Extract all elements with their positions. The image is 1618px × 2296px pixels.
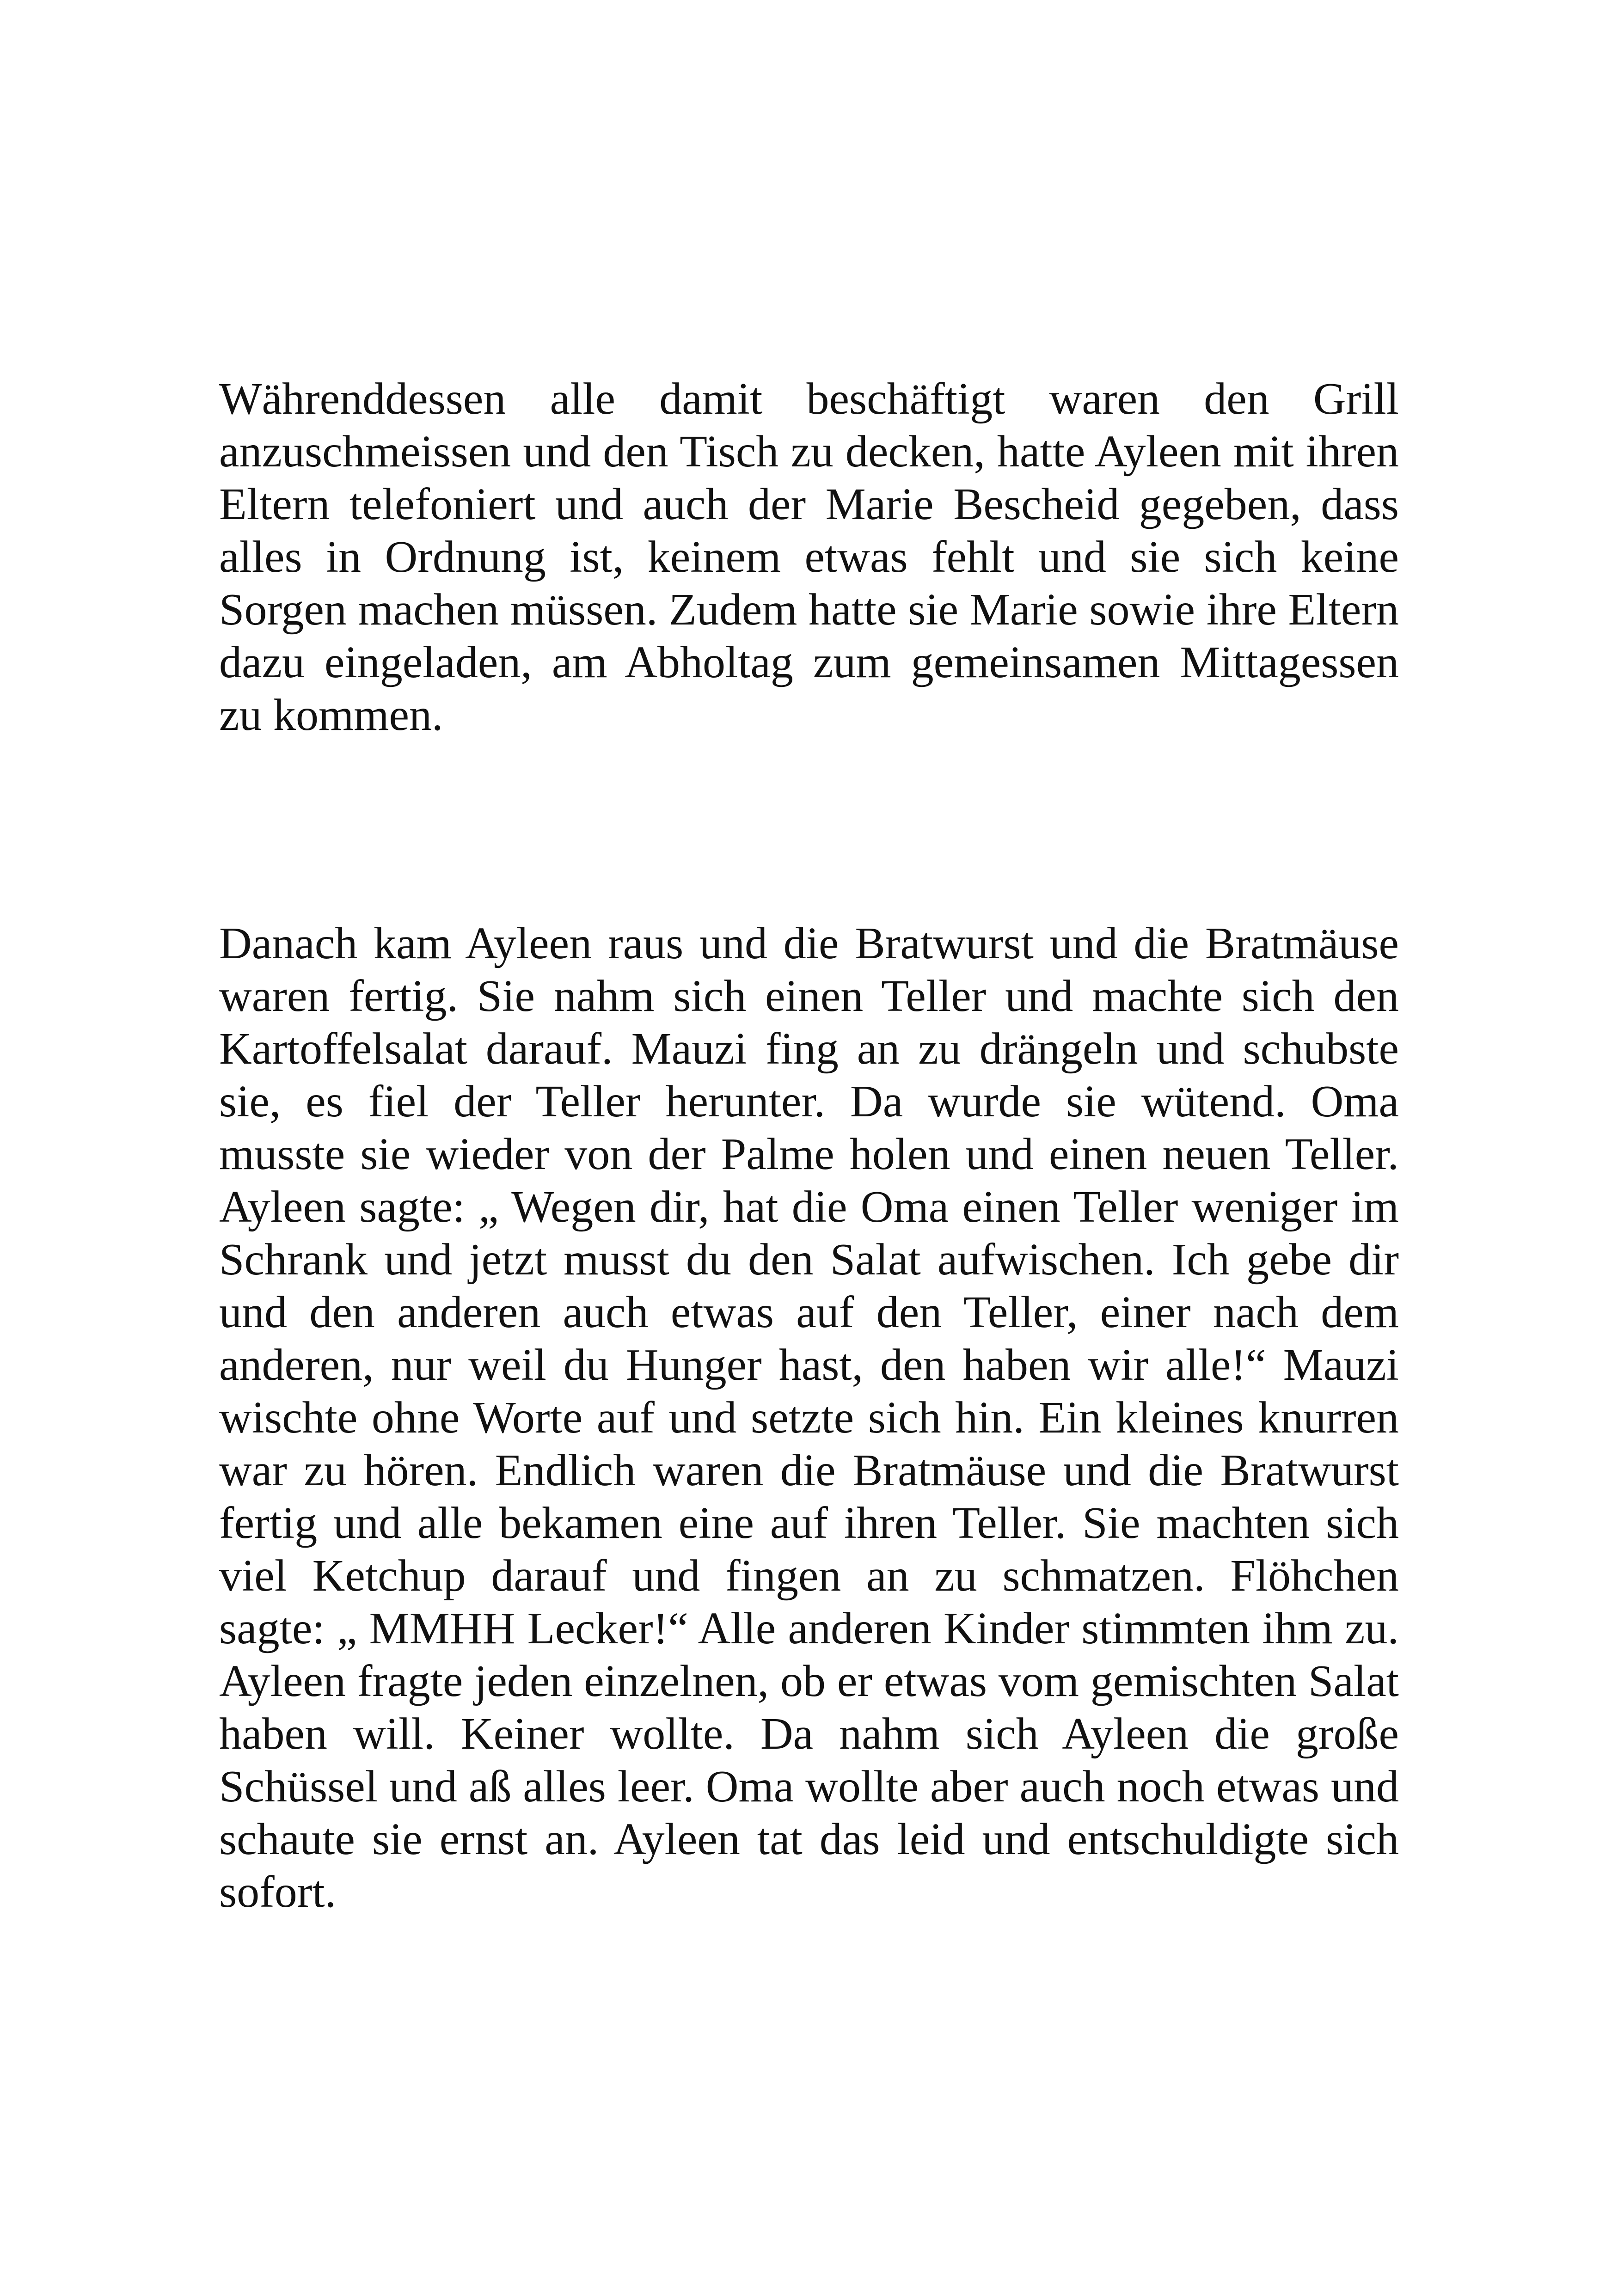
paragraph-1: Währenddessen alle damit beschäftigt waren den Grill anzuschmeissen und den Tisch zu decken, hatte Ayleen mit ihren Eltern telefoniert und auch der Marie Bescheid gegeben, dass alles in Ordnung ist, keinem etwas fehlt und sie sich keine Sorgen machen müssen. Zudem hatte sie Marie sowie ihre Eltern dazu eingeladen, am Abholtag zum gemeinsamen Mittagessen zu kommen. [219, 374, 1399, 740]
paragraph-2: Danach kam Ayleen raus und die Bratwurst und die Bratmäuse waren fertig. Sie nahm sich einen Teller und machte sich den Kartoffelsalat darauf. Mauzi fing an zu drängeln und schubste sie, es fiel der Teller herunter. Da wurde sie wütend. Oma musste sie wieder von der Palme holen und einen neuen Teller. Ayleen sagte: „ Wegen dir, hat die Oma einen Teller weniger im Schrank und jetzt musst du den Salat aufwischen. Ich gebe dir und den anderen auch etwas auf den Teller, einer nach dem anderen, nur weil du Hunger hast, den haben wir alle!“ Mauzi wischte ohne Worte auf und setzte sich hin. Ein kleines knurren war zu hören. Endlich waren die Bratmäuse und die Bratwurst fertig und alle bekamen eine auf ihren Teller. Sie machten sich viel Ketchup darauf und fingen an zu schmatzen. Flöhchen sagte: „ MMHH Lecker!“ Alle anderen Kinder stimmten ihm zu. Ayleen fragte jeden einzelnen, ob er etwas vom gemischten Salat haben will. Keiner wollte. Da nahm sich Ayleen die große Schüssel und aß alles leer. Oma wollte aber auch noch etwas und schaute sie ernst an. Ayleen tat das leid und entschuldigte sich sofort. [219, 918, 1399, 1917]
